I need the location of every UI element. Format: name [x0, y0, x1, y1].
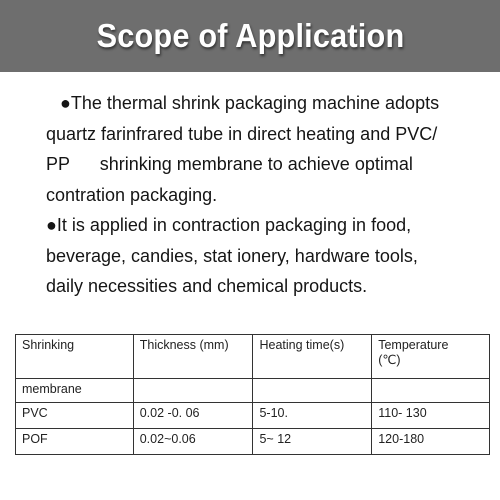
table-cell-heating-time: 5~ 12: [253, 429, 372, 455]
header-cell-thickness: Thickness (mm): [133, 335, 253, 379]
text-line: contration packaging.: [46, 184, 218, 205]
header-cell-heating-time: Heating time(s): [253, 335, 372, 379]
table-cell-material: POF: [16, 429, 134, 455]
table-cell-thickness: 0.02 -0. 06: [133, 403, 253, 429]
table-cell-empty: [133, 379, 253, 403]
text-line: [46, 88, 486, 119]
page-title: Scope of Application: [96, 17, 404, 54]
table-cell-thickness: 0.02~0.06: [133, 429, 253, 455]
text-line: daily necessities and chemical products.: [46, 276, 368, 296]
table-header-row: [16, 335, 490, 379]
table-cell-temperature: 110- 130: [372, 403, 490, 429]
table-row: [16, 429, 490, 455]
title-banner: [0, 0, 500, 72]
table-cell-temperature: 120-180: [372, 429, 490, 455]
description-paragraph-2: [46, 210, 486, 302]
header-cell-temperature: [372, 335, 490, 379]
table-cell-empty: [372, 379, 490, 403]
table-row: [16, 403, 490, 429]
text-line-content: The thermal shrink packaging machine adopts: [70, 93, 440, 113]
bullet-icon: ●: [46, 215, 57, 235]
table-cell-empty: [253, 379, 372, 403]
header-cell-membrane: membrane: [16, 379, 134, 403]
table-cell-heating-time: 5-10.: [253, 403, 372, 429]
text-line: beverage, candies, stat ionery, hardware tools,: [46, 245, 418, 266]
bullet-icon: ●: [60, 93, 71, 113]
text-line: quartz farinfrared tube in direct heating and PVC/: [46, 123, 438, 144]
header-cell-shrinking: Shrinking: [16, 335, 134, 379]
temperature-label: Temperature: [378, 338, 449, 352]
text-line: PP shrinking membrane to achieve optimal: [46, 154, 413, 174]
text-line-content: It is applied in contraction packaging in food,: [56, 215, 412, 235]
temperature-unit: (℃): [378, 353, 401, 367]
spec-table: [15, 334, 490, 455]
table-header-continuation-row: [16, 379, 490, 403]
description-text: [46, 88, 486, 302]
description-paragraph-1: [46, 88, 486, 210]
table-cell-material: PVC: [16, 403, 134, 429]
text-line: [46, 210, 486, 241]
